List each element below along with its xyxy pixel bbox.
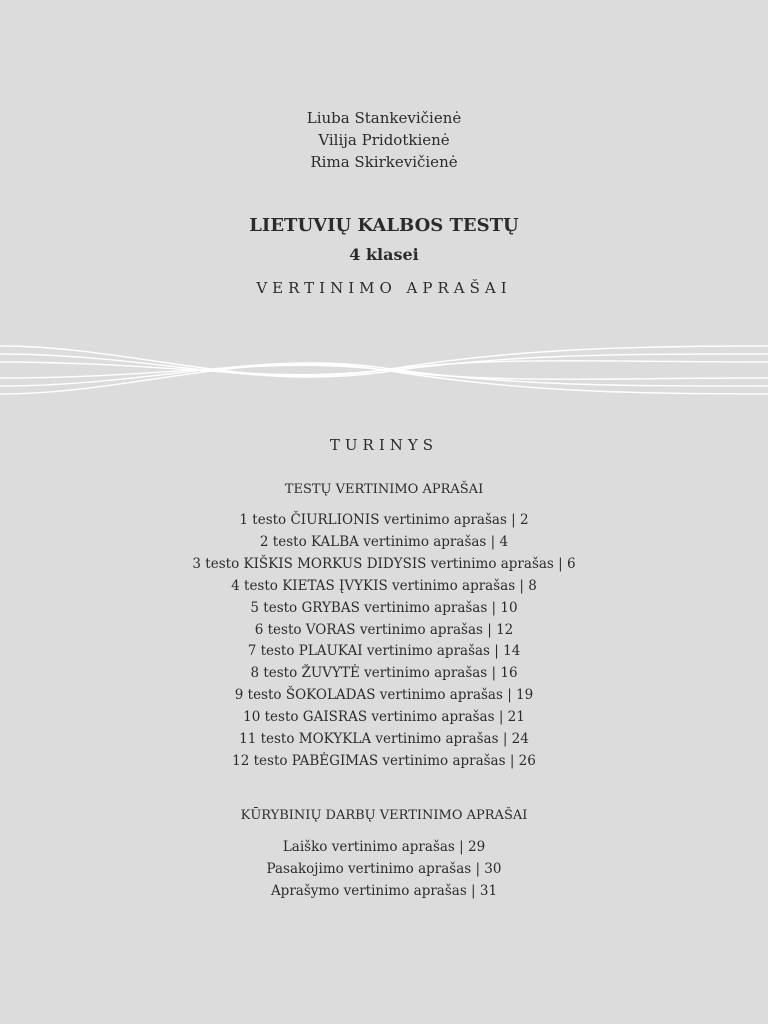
toc-entry[interactable]: Pasakojimo vertinimo aprašas | 30 xyxy=(266,860,502,877)
author-name: Rima Skirkevičienė xyxy=(310,153,458,171)
toc-entry[interactable]: 8 testo ŽUVYTĖ vertinimo aprašas | 16 xyxy=(250,665,518,682)
toc-list xyxy=(0,837,768,903)
toc-entry[interactable]: Aprašymo vertinimo aprašas | 31 xyxy=(270,882,498,899)
toc-entry[interactable]: 5 testo GRYBAS vertinimo aprašas | 10 xyxy=(250,599,518,616)
toc-entry[interactable]: 6 testo VORAS vertinimo aprašas | 12 xyxy=(254,621,514,638)
decorative-waves-icon xyxy=(0,332,768,412)
toc-entry[interactable]: 4 testo KIETAS ĮVYKIS vertinimo aprašas | 8 xyxy=(231,577,537,594)
toc-list xyxy=(0,510,768,773)
author-name: Liuba Stankevičienė xyxy=(306,109,462,127)
toc-entry[interactable]: 11 testo MOKYKLA vertinimo aprašas | 24 xyxy=(239,731,529,748)
toc-entry[interactable]: 9 testo ŠOKOLADAS vertinimo aprašas | 19 xyxy=(234,687,534,704)
toc-entry[interactable]: 2 testo KALBA vertinimo aprašas | 4 xyxy=(259,533,509,550)
toc-section-title: TESTŲ VERTINIMO APRAŠAI xyxy=(284,482,484,497)
author-name: Vilija Pridotkienė xyxy=(318,131,450,149)
toc-section-title: KŪRYBINIŲ DARBŲ VERTINIMO APRAŠAI xyxy=(240,808,528,823)
authors-block xyxy=(0,107,768,173)
book-heading: VERTINIMO APRAŠAI xyxy=(256,279,512,297)
toc-entry[interactable]: 7 testo PLAUKAI vertinimo aprašas | 14 xyxy=(247,643,521,660)
book-title: LIETUVIŲ KALBOS TESTŲ xyxy=(249,215,519,236)
book-subtitle: 4 klasei xyxy=(349,245,419,264)
toc-entry[interactable]: 10 testo GAISRAS vertinimo aprašas | 21 xyxy=(243,709,525,726)
toc-entry[interactable]: 1 testo ČIURLIONIS vertinimo aprašas | 2 xyxy=(239,512,529,528)
toc-entry[interactable]: Laiško vertinimo aprašas | 29 xyxy=(282,839,486,855)
toc-entry[interactable]: 12 testo PABĖGIMAS vertinimo aprašas | 26 xyxy=(232,752,536,769)
toc-heading: TURINYS xyxy=(329,436,439,454)
toc-entry[interactable]: 3 testo KIŠKIS MORKUS DIDYSIS vertinimo aprašas | 6 xyxy=(192,555,576,572)
